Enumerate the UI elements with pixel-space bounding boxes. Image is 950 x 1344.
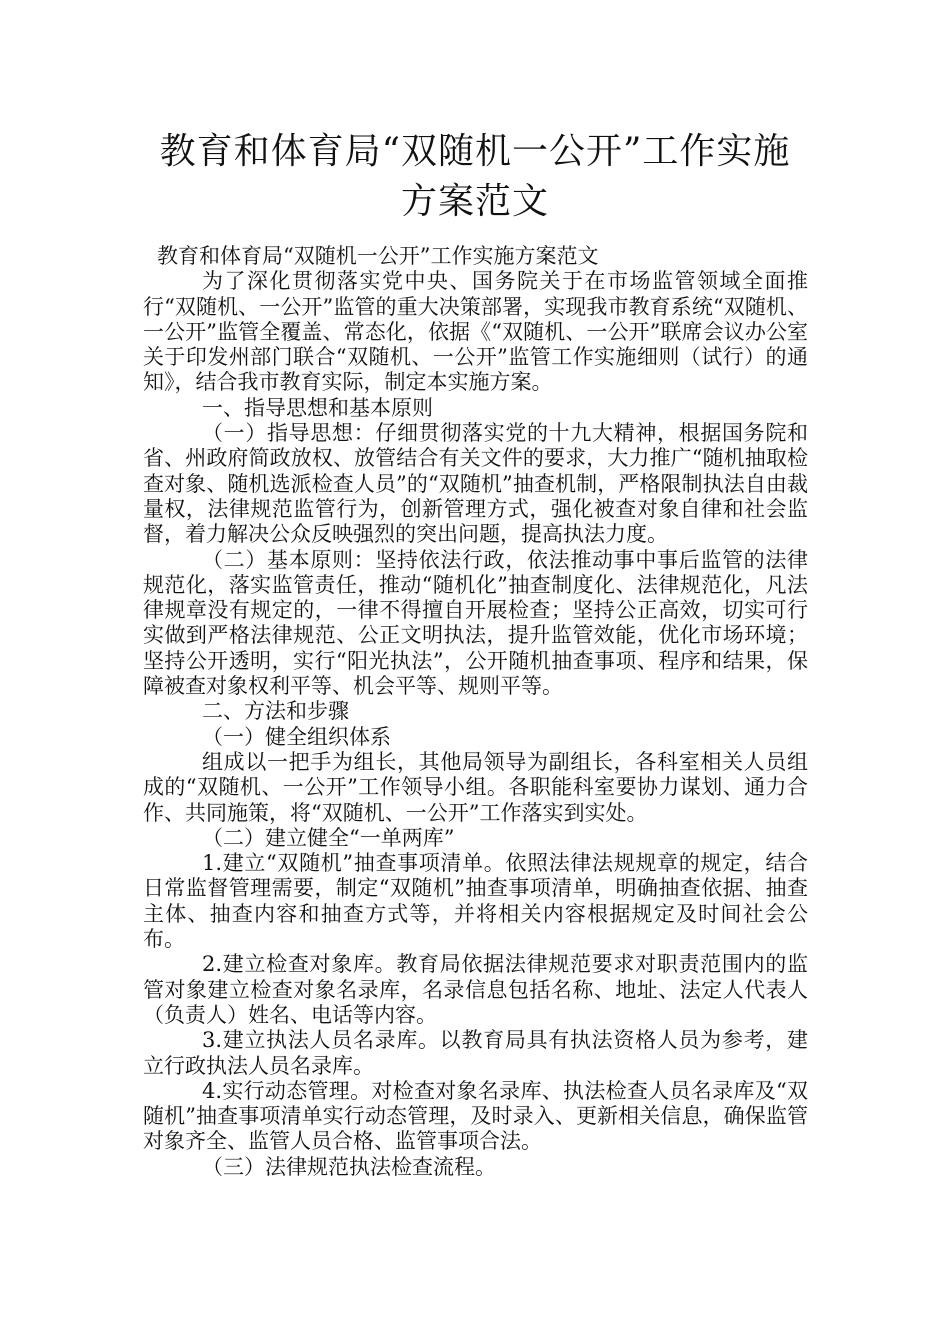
section-heading: 二、方法和步骤	[202, 699, 349, 724]
intro-paragraph: 为了深化贯彻落实党中央、国务院关于在市场监管领域全面推行“双随机、一公开”监管的重大决策部署，实现我市教育系统“双随机、一公开”监管全覆盖、常态化，依据《“双随机、一公开”联席会议办公室关于印发州部门联合“双随机、一公开”监管工作实施细则（试行）的通知》，结合我市教育实际，制定本实施方案。	[143, 269, 808, 395]
body-paragraph: 3.建立执法人员名录库。以教育局具有执法资格人员为参考，建立行政执法人员名录库。	[143, 1028, 808, 1078]
subsection-heading: （一）健全组织体系	[202, 724, 391, 749]
subsection-heading: （二）建立健全“一单两库”	[202, 825, 455, 850]
document-title-line-2: 方案范文	[400, 181, 549, 222]
section-heading: 一、指导思想和基本原则	[202, 395, 433, 420]
subsection-heading: （三）法律规范执法检查流程。	[202, 1154, 496, 1179]
body-paragraph: 2.建立检查对象库。教育局依据法律规范要求对职责范围内的监管对象建立检查对象名录库，名录信息包括名称、地址、法定人代表人（负责人）姓名、电话等内容。	[143, 952, 808, 1027]
subtitle-paragraph: 教育和体育局“双随机一公开”工作实施方案范文	[157, 244, 599, 268]
body-paragraph: （二）基本原则：坚持依法行政，依法推动事中事后监管的法律规范化，落实监管责任，推动“随机化”抽查制度化、法律规范化，凡法律规章没有规定的，一律不得擅自开展检查；坚持公正高效，切实可行实做到严格法律规范、公正文明执法，提升监管效能，优化市场环境；坚持公开透明，实行“阳光执法”，公开随机抽查事项、程序和结果，保障被查对象权利平等、机会平等、规则平等。	[143, 547, 808, 699]
body-paragraph: 1.建立“双随机”抽查事项清单。依照法律法规规章的规定，结合日常监督管理需要，制定“双随机”抽查事项清单，明确抽查依据、抽查主体、抽查内容和抽查方式等，并将相关内容根据规定及时间社会公布。	[143, 851, 808, 952]
body-paragraph: 组成以一把手为组长，其他局领导为副组长，各科室相关人员组成的“双随机、一公开”工作领导小组。各职能科室要协力谋划、通力合作、共同施策，将“双随机、一公开”工作落实到实处。	[143, 749, 808, 825]
document-body	[143, 244, 808, 1180]
body-paragraph: 4.实行动态管理。对检查对象名录库、执法检查人员名录库及“双随机”抽查事项清单实行动态管理，及时录入、更新相关信息，确保监管对象齐全、监管人员合格、监管事项合法。	[143, 1078, 808, 1154]
document-title-line-1: 教育和体育局“双随机一公开”工作实施	[159, 131, 791, 172]
body-paragraph: （一）指导思想：仔细贯彻落实党的十九大精神，根据国务院和省、州政府简政放权、放管结合有关文件的要求，大力推广“随机抽取检查对象、随机选派检查人员”的“双随机”抽查机制，严格限制执法自由裁量权，法律规范监管行为，创新管理方式，强化被查对象自律和社会监督，着力解决公众反映强烈的突出问题，提高执法力度。	[143, 421, 808, 547]
